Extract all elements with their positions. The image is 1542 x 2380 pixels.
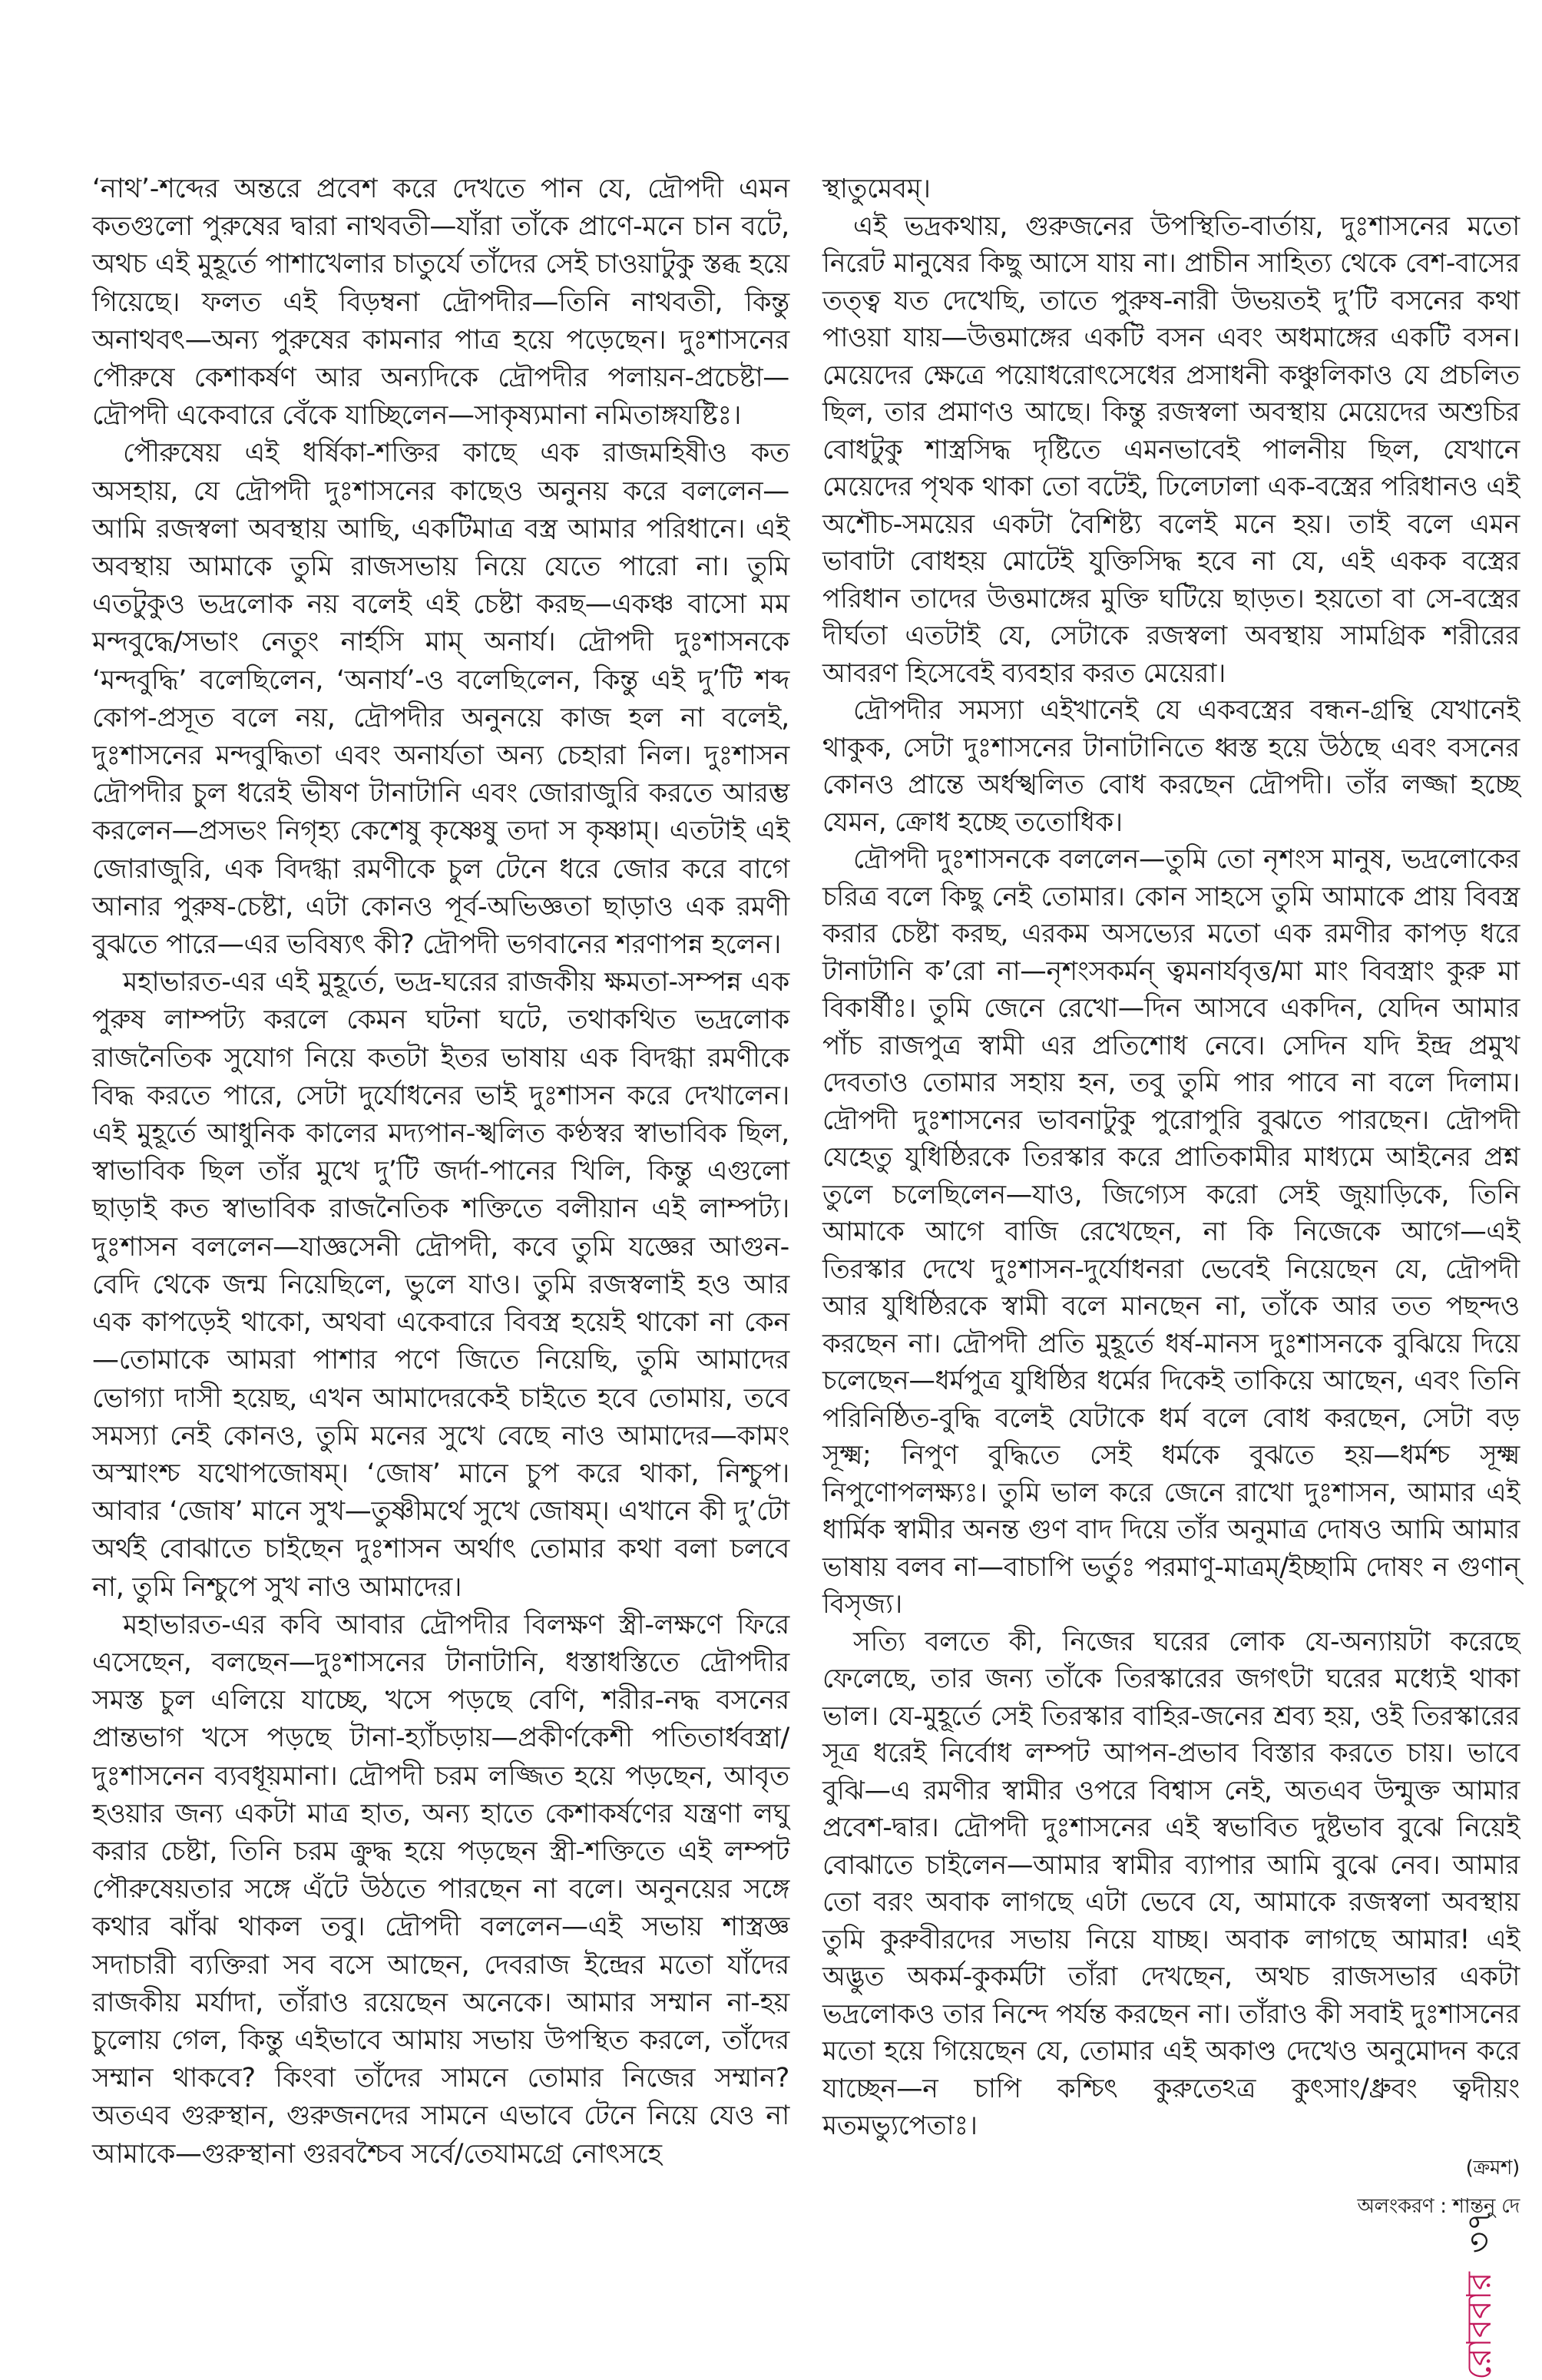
- paragraph: পৌরুষেয় এই ধর্ষিকা-শক্তির কাছে এক রাজমহিষীও কত অসহায়, যে দ্রৌপদী দুঃশাসনের কাছেও অনুনয় করে বললেন—আমি রজস্বলা অবস্থায় আছি, একটিমাত্র বস্ত্র আমার পরিধানে। এই অবস্থায় আমাকে তুমি রাজসভায় নিয়ে যেতে পারো না। তুমি এতটুকুও ভদ্রলোক নয় বলেই এই চেষ্টা করছ—একঞ্চ বাসো মম মন্দবুদ্ধে/সভাং নেতুং নার্হসি মাম্ অনার্য। দ্রৌপদী দুঃশাসনকে ‘মন্দবুদ্ধি’ বলেছিলেন, ‘অনার্য’-ও বলেছিলেন, কিন্তু এই দু’টি শব্দ কোপ-প্রসূত বলে নয়, দ্রৌপদীর অনুনয়ে কাজ হল না বলেই, দুঃশাসনের মন্দবুদ্ধিতা এবং অনার্যতা অন্য চেহারা নিল। দুঃশাসন দ্রৌপদীর চুল ধরেই ভীষণ টানাটানি এবং জোরাজুরি করতে আরম্ভ করলেন—প্রসভং নিগৃহ্য কেশেষু কৃষ্ণেষু তদা স কৃষ্ণাম্। এতটাই এই জোরাজুরি, এক বিদগ্ধা রমণীকে চুল টেনে ধরে জোর করে বাগে আনার পুরুষ-চেষ্টা, এটা কোনও পূর্ব-অভিজ্ঞতা ছাড়াও এক রমণী বুঝতে পারে—এর ভবিষ্যৎ কী? দ্রৌপদী ভগবানের শরণাপন্ন হলেন।: [92, 438, 789, 961]
- paragraph: দ্রৌপদীর সমস্যা এইখানেই যে একবস্ত্রের বন্ধন-গ্রন্থি যেখানেই থাকুক, সেটা দুঃশাসনের টানাটানিতে ধ্বস্ত হয়ে উঠছে এবং বসনের কোনও প্রান্তে অর্ধস্খলিত বোধ করছেন দ্রৌপদী। তাঁর লজ্জা হচ্ছে যেমন, ক্রোধ হচ্ছে ততোধিক।: [822, 695, 1520, 838]
- paragraph: স্থাতুমেবম্।: [822, 174, 931, 204]
- right-column: [822, 170, 1520, 2226]
- paragraph: মহাভারত-এর এই মুহূর্তে, ভদ্র-ঘরের রাজকীয় ক্ষমতা-সম্পন্ন এক পুরুষ লাম্পট্য করলে কেমন ঘটনা ঘটে, তথাকথিত ভদ্রলোক রাজনৈতিক সুযোগ নিয়ে কতটা ইতর ভাষায় এক বিদগ্ধা রমণীকে বিদ্ধ করতে পারে, সেটা দুর্যোধনের ভাই দুঃশাসন করে দেখালেন। এই মুহূর্তে আধুনিক কালের মদ্যপান-স্খলিত কণ্ঠস্বর স্বাভাবিক ছিল, স্বাভাবিক ছিল তাঁর মুখে দু’টি জর্দা-পানের খিলি, কিন্তু এগুলো ছাড়াই কত স্বাভাবিক রাজনৈতিক শক্তিতে বলীয়ান এই লাম্পট্য। দুঃশাসন বললেন—যাজ্ঞসেনী দ্রৌপদী, কবে তুমি যজ্ঞের আগুন-বেদি থেকে জন্ম নিয়েছিলে, ভুলে যাও। তুমি রজস্বলাই হও আর এক কাপড়েই থাকো, অথবা একেবারে বিবস্ত্র হয়েই থাকো না কেন—তোমাকে আমরা পাশার পণে জিতে নিয়েছি, তুমি আমাদের ভোগ্যা দাসী হয়েছ, এখন আমাদেরকেই চাইতে হবে তোমায়, তবে সমস্যা নেই কোনও, তুমি মনের সুখে বেছে নাও আমাদের—কামং অস্মাংশ্চ যথোপজোষম্। ‘জোষ’ মানে চুপ করে থাকা, নিশ্চুপ। আবার ‘জোষ’ মানে সুখ—তুষ্ণীমর্থে সুখে জোষম্। এখানে কী দু’টো অর্থই বোঝাতে চাইছেন দুঃশাসন অর্থাৎ তোমার কথা বলা চলবে না, তুমি নিশ্চুপে সুখ নাও আমাদের।: [92, 967, 789, 1603]
- paragraph: মহাভারত-এর কবি আবার দ্রৌপদীর বিলক্ষণ স্ত্রী-লক্ষণে ফিরে এসেছেন, বলছেন—দুঃশাসনের টানাটানি, ধস্তাধস্তিতে দ্রৌপদীর সমস্ত চুল এলিয়ে যাচ্ছে, খসে পড়ছে বেণি, শরীর-নদ্ধ বসনের প্রান্তভাগ খসে পড়ছে টানা-হ্যাঁচড়ায়—প্রকীর্ণকেশী পতিতার্ধবস্ত্রা/দুঃশাসনেন ব্যবধূয়মানা। দ্রৌপদী চরম লজ্জিত হয়ে পড়ছেন, আবৃত হওয়ার জন্য একটা মাত্র হাত, অন্য হাতে কেশাকর্ষণের যন্ত্রণা লঘু করার চেষ্টা, তিনি চরম ক্রুদ্ধ হয়ে পড়ছেন স্ত্রী-শক্তিতে এই লম্পট পৌরুষেয়তার সঙ্গে এঁটে উঠতে পারছেন না বলে। অনুনয়ের সঙ্গে কথার ঝাঁঝ থাকল তবু। দ্রৌপদী বললেন—এই সভায় শাস্ত্রজ্ঞ সদাচারী ব্যক্তিরা সব বসে আছেন, দেবরাজ ইন্দ্রের মতো যাঁদের রাজকীয় মর্যাদা, তাঁরাও রয়েছেন অনেকে। আমার সম্মান না-হয় চুলোয় গেল, কিন্তু এইভাবে আমায় সভায় উপস্থিত করলে, তাঁদের সম্মান থাকবে? কিংবা তাঁদের সামনে তোমার নিজের সম্মান? অতএব গুরুস্থান, গুরুজনদের সামনে এভাবে টেনে নিয়ে যেও না আমাকে—গুরুস্থানা গুরবশ্চৈব সর্বে/তেযামগ্রে নোৎসহে: [92, 1609, 789, 2170]
- illustration-credit: অলংকরণ : শান্তনু দে: [1357, 2195, 1520, 2218]
- page-number: ৩৭: [1460, 2210, 1499, 2254]
- continued-note: (ক্রমশ): [1465, 2156, 1520, 2180]
- page-footer: [1454, 2210, 1510, 2380]
- magazine-name: রোববার: [1460, 2272, 1499, 2380]
- paragraph: এই ভদ্রকথায়, গুরুজনের উপস্থিতি-বার্তায়, দুঃশাসনের মতো নিরেট মানুষের কিছু আসে যায় না। প্রাচীন সাহিত্য থেকে বেশ-বাসের তত্ত্ব যত দেখেছি, তাতে পুরুষ-নারী উভয়তই দু’টি বসনের কথা পাওয়া যায়—উত্তমাঙ্গের একটি বসন এবং অধমাঙ্গের একটি বসন। মেয়েদের ক্ষেত্রে পয়োধরোৎসেধের প্রসাধনী কঞ্চুলিকাও যে প্রচলিত ছিল, তার প্রমাণও আছে। কিন্তু রজস্বলা অবস্থায় মেয়েদের অশুচির বোধটুকু শাস্ত্রসিদ্ধ দৃষ্টিতে এমনভাবেই পালনীয় ছিল, যেখানে মেয়েদের পৃথক থাকা তো বটেই, ঢিলেঢালা এক-বস্ত্রের পরিধানও এই অশৌচ-সময়ের একটা বৈশিষ্ট্য বলেই মনে হয়। তাই বলে এমন ভাবাটা বোধহয় মোটেই যুক্তিসিদ্ধ হবে না যে, এই একক বস্ত্রের পরিধান তাদের উত্তমাঙ্গের মুক্তি ঘটিয়ে ছাড়ত। হয়তো বা সে-বস্ত্রের দীর্ঘতা এতটাই যে, সেটাকে রজস্বলা অবস্থায় সামগ্রিক শরীরের আবরণ হিসেবেই ব্যবহার করত মেয়েরা।: [822, 210, 1520, 689]
- left-column: [92, 170, 789, 2173]
- paragraph: ‘নাথ’-শব্দের অন্তরে প্রবেশ করে দেখতে পান যে, দ্রৌপদী এমন কতগুলো পুরুষের দ্বারা নাথবতী—যাঁরা তাঁকে প্রাণে-মনে চান বটে, অথচ এই মুহূর্তে পাশাখেলার চাতুর্যে তাঁদের সেই চাওয়াটুকু স্তব্ধ হয়ে গিয়েছে। ফলত এই বিড়ম্বনা দ্রৌপদীর—তিনি নাথবতী, কিন্তু অনাথবৎ—অন্য পুরুষের কামনার পাত্র হয়ে পড়েছেন। দুঃশাসনের পৌরুষে কেশাকর্ষণ আর অন্যদিকে দ্রৌপদীর পলায়ন-প্রচেষ্টা—দ্রৌপদী একেবারে বেঁকে যাচ্ছিলেন—সাকৃষ্যমানা নমিতাঙ্গযষ্টিঃ।: [92, 174, 790, 432]
- paragraph: দ্রৌপদী দুঃশাসনকে বললেন—তুমি তো নৃশংস মানুষ, ভদ্রলোকের চরিত্র বলে কিছু নেই তোমার। কোন সাহসে তুমি আমাকে প্রায় বিবস্ত্র করার চেষ্টা করছ, এরকম অসভ্যের মতো এক রমণীর কাপড় ধরে টানাটানি ক’রো না—নৃশংসকর্মন্ ত্বমনার্যবৃত্ত/মা মাং বিবস্ত্রাং কুরু মা বিকার্ষীঃ। তুমি জেনে রেখো—দিন আসবে একদিন, যেদিন আমার পাঁচ রাজপুত্র স্বামী এর প্রতিশোধ নেবে। সেদিন যদি ইন্দ্র প্রমুখ দেবতাও তোমার সহায় হন, তবু তুমি পার পাবে না বলে দিলাম। দ্রৌপদী দুঃশাসনের ভাবনাটুকু পুরোপুরি বুঝতে পারছেন। দ্রৌপদী যেহেতু যুধিষ্ঠিরকে তিরস্কার করে প্রাতিকামীর মাধ্যমে আইনের প্রশ্ন তুলে চলেছিলেন—যাও, জিগ্যেস করো সেই জুয়াড়িকে, তিনি আমাকে আগে বাজি রেখেছেন, না কি নিজেকে আগে—এই তিরস্কার দেখে দুঃশাসন-দুর্যোধনরা ভেবেই নিয়েছেন যে, দ্রৌপদী আর যুধিষ্ঠিরকে স্বামী বলে মানছেন না, তাঁকে আর তত পছন্দও করছেন না। দ্রৌপদী প্রতি মুহূর্তে ধর্ষ-মানস দুঃশাসনকে বুঝিয়ে দিয়ে চলেছেন—ধর্মপুত্র যুধিষ্ঠির ধর্মের দিকেই তাকিয়ে আছেন, এবং তিনি পরিনিষ্ঠিত-বুদ্ধি বলেই যেটাকে ধর্ম বলে বোধ করছেন, সেটা বড় সূক্ষ্ম; নিপুণ বুদ্ধিতে সেই ধর্মকে বুঝতে হয়—ধর্মশ্চ সূক্ষ্ম নিপুণোপলক্ষ্যঃ। তুমি ভাল করে জেনে রাখো দুঃশাসন, আমার এই ধার্মিক স্বামীর অনন্ত গুণ বাদ দিয়ে তাঁর অনুমাত্র দোষও আমি আমার ভাষায় বলব না—বাচাপি ভর্তুঃ পরমাণু-মাত্রম্/ইচ্ছামি দোষং ন গুণান্ বিসৃজ্য।: [822, 844, 1520, 1620]
- paragraph: সত্যি বলতে কী, নিজের ঘরের লোক যে-অন্যায়টা করেছে ফেলেছে, তার জন্য তাঁকে তিরস্কারের জগৎটা ঘরের মধ্যেই থাকা ভাল। যে-মুহূর্তে সেই তিরস্কার বাহির-জনের শ্রব্য হয়, ওই তিরস্কারের সূত্র ধরেই নির্বোধ লম্পট আপন-প্রভাব বিস্তার করতে চায়। ভাবে বুঝি—এ রমণীর স্বামীর ওপরে বিশ্বাস নেই, অতএব উন্মুক্ত আমার প্রবেশ-দ্বার। দ্রৌপদী দুঃশাসনের এই স্বভাবিত দুষ্টভাব বুঝে নিয়েই বোঝাতে চাইলেন—আমার স্বামীর ব্যাপার আমি বুঝে নেব। আমার তো বরং অবাক লাগছে এটা ভেবে যে, আমাকে রজস্বলা অবস্থায় তুমি কুরুবীরদের সভায় নিয়ে যাচ্ছ। অবাক লাগছে আমার! এই অদ্ভুত অকর্ম-কুকর্মটা তাঁরা দেখছেন, অথচ রাজসভার একটা ভদ্রলোকও তার নিন্দে পর্যন্ত করছেন না। তাঁরাও কী সবাই দুঃশাসনের মতো হয়ে গিয়েছেন যে, তোমার এই অকাণ্ড দেখেও অনুমোদন করে যাচ্ছেন—ন চাপি কশ্চিৎ কুরুতেঽত্র কুৎসাং/ধ্রুবং ত্বদীয়ং মতমভ্যুপেতাঃ।: [822, 1626, 1520, 2141]
